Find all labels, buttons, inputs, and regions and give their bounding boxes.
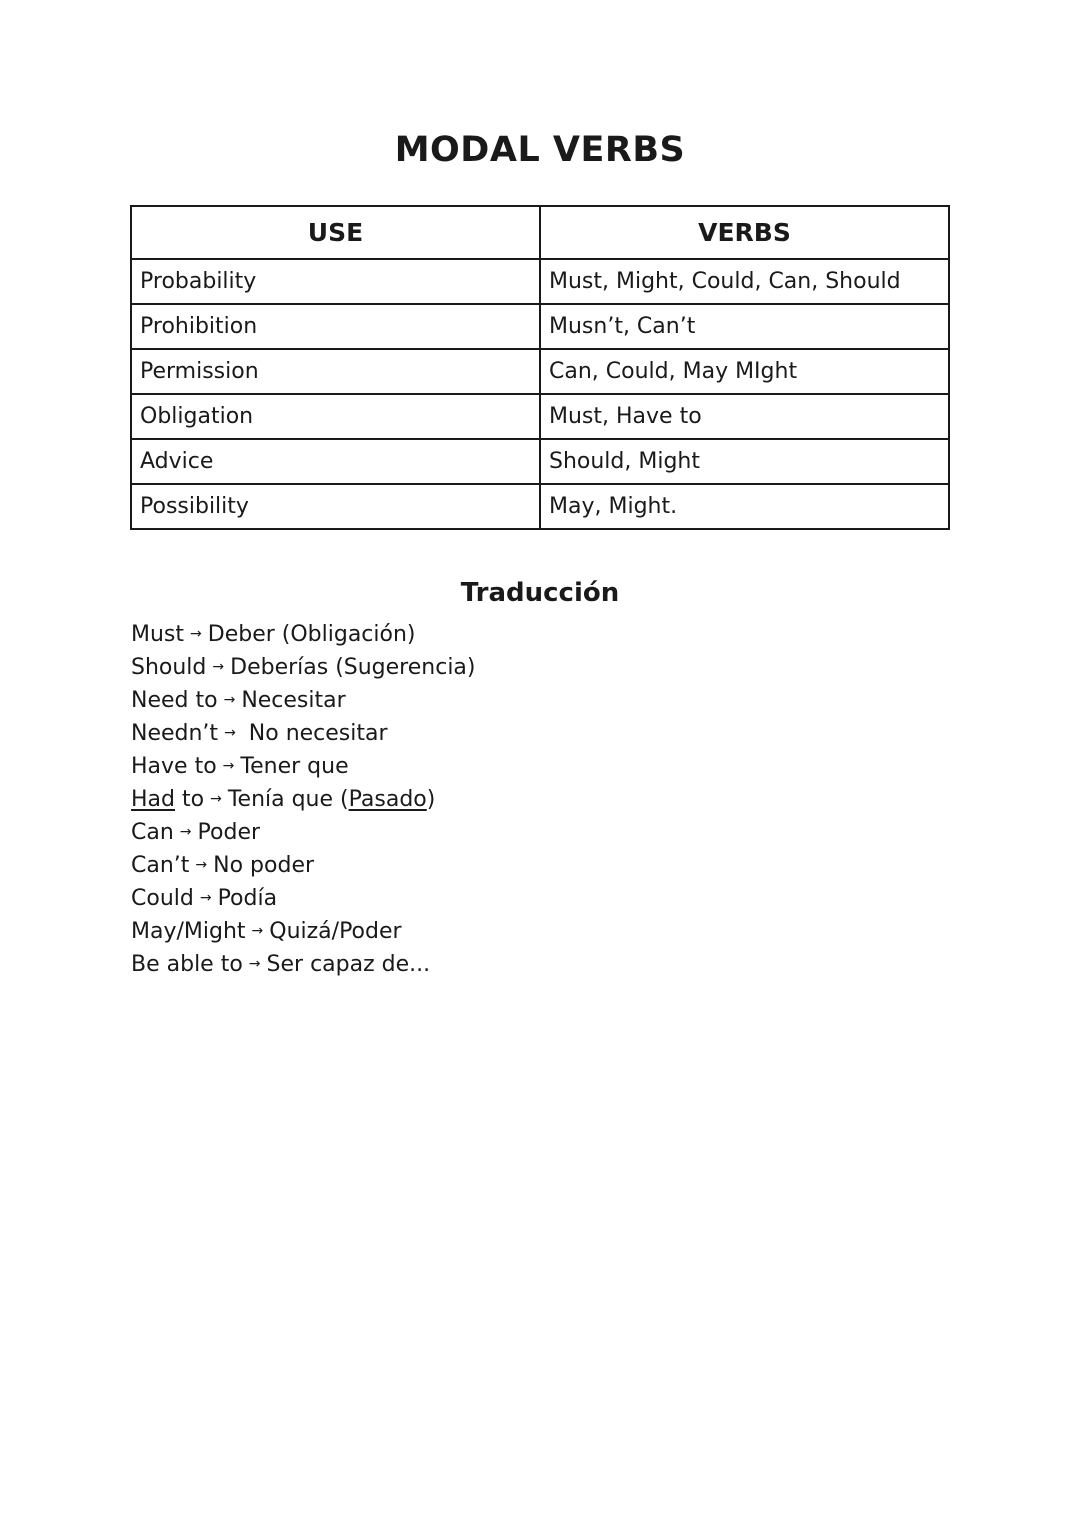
spanish-term: Tenía que ( <box>227 787 349 812</box>
list-item <box>131 750 476 783</box>
spanish-term-underlined: Pasado <box>348 787 427 812</box>
spanish-term: Necesitar <box>241 688 346 713</box>
verbs-cell: May, Might. <box>540 484 949 529</box>
verbs-cell: Must, Have to <box>540 394 949 439</box>
list-item <box>131 783 476 816</box>
english-term: Needn’t <box>131 721 219 746</box>
english-term: Need to <box>131 688 218 713</box>
use-cell: Advice <box>131 439 540 484</box>
header-use: USE <box>131 206 540 259</box>
table-row <box>131 304 949 349</box>
english-term: Should <box>131 655 207 680</box>
list-item <box>131 882 476 915</box>
translation-heading: Traducción <box>460 578 620 608</box>
page-title: MODAL VERBS <box>394 130 686 170</box>
arrow-right-icon: → <box>210 790 222 807</box>
list-item <box>131 717 476 750</box>
english-term: Have to <box>131 754 217 779</box>
english-term: Could <box>131 886 194 911</box>
english-term-rest: to <box>175 787 205 812</box>
spanish-term: Poder <box>197 820 261 845</box>
english-term: May/Might <box>131 919 246 944</box>
use-cell: Permission <box>131 349 540 394</box>
spanish-term: Podía <box>217 886 278 911</box>
spanish-term: Deber (Obligación) <box>207 622 416 647</box>
list-item <box>131 618 476 651</box>
use-cell: Probability <box>131 259 540 304</box>
english-term: Can <box>131 820 174 845</box>
modal-verbs-table <box>130 205 950 530</box>
english-term: Can’t <box>131 853 190 878</box>
header-verbs: VERBS <box>540 206 949 259</box>
arrow-right-icon: → <box>251 922 264 939</box>
use-cell: Possibility <box>131 484 540 529</box>
spanish-term: Tener que <box>240 754 349 779</box>
list-item <box>131 948 476 981</box>
table-row <box>131 439 949 484</box>
table-row <box>131 349 949 394</box>
english-term: Must <box>131 622 185 647</box>
spanish-term: Deberías (Sugerencia) <box>230 655 476 680</box>
verbs-cell: Should, Might <box>540 439 949 484</box>
list-item <box>131 684 476 717</box>
arrow-right-icon: → <box>199 889 212 906</box>
table-header-row <box>131 206 949 259</box>
arrow-right-icon: → <box>222 757 235 774</box>
arrow-right-icon: → <box>224 724 236 741</box>
list-item <box>131 849 476 882</box>
spanish-term: Ser capaz de... <box>266 952 431 977</box>
table-row <box>131 484 949 529</box>
spanish-term: Quizá/Poder <box>269 919 402 944</box>
english-term: Be able to <box>131 952 243 977</box>
arrow-right-icon: → <box>212 658 225 675</box>
english-term-underlined: Had <box>131 787 175 812</box>
list-item <box>131 816 476 849</box>
spanish-term: No necesitar <box>241 721 388 746</box>
arrow-right-icon: → <box>223 691 236 708</box>
use-cell: Obligation <box>131 394 540 439</box>
spanish-term-close: ) <box>426 787 436 812</box>
arrow-right-icon: → <box>195 856 208 873</box>
verbs-cell: Musn’t, Can’t <box>540 304 949 349</box>
table-row <box>131 394 949 439</box>
arrow-right-icon: → <box>248 955 261 972</box>
arrow-right-icon: → <box>190 625 202 642</box>
verbs-cell: Can, Could, May MIght <box>540 349 949 394</box>
list-item <box>131 651 476 684</box>
verbs-cell: Must, Might, Could, Can, Should <box>540 259 949 304</box>
arrow-right-icon: → <box>179 823 192 840</box>
list-item <box>131 915 476 948</box>
translation-list <box>131 618 476 981</box>
use-cell: Prohibition <box>131 304 540 349</box>
table-row <box>131 259 949 304</box>
spanish-term: No poder <box>213 853 315 878</box>
